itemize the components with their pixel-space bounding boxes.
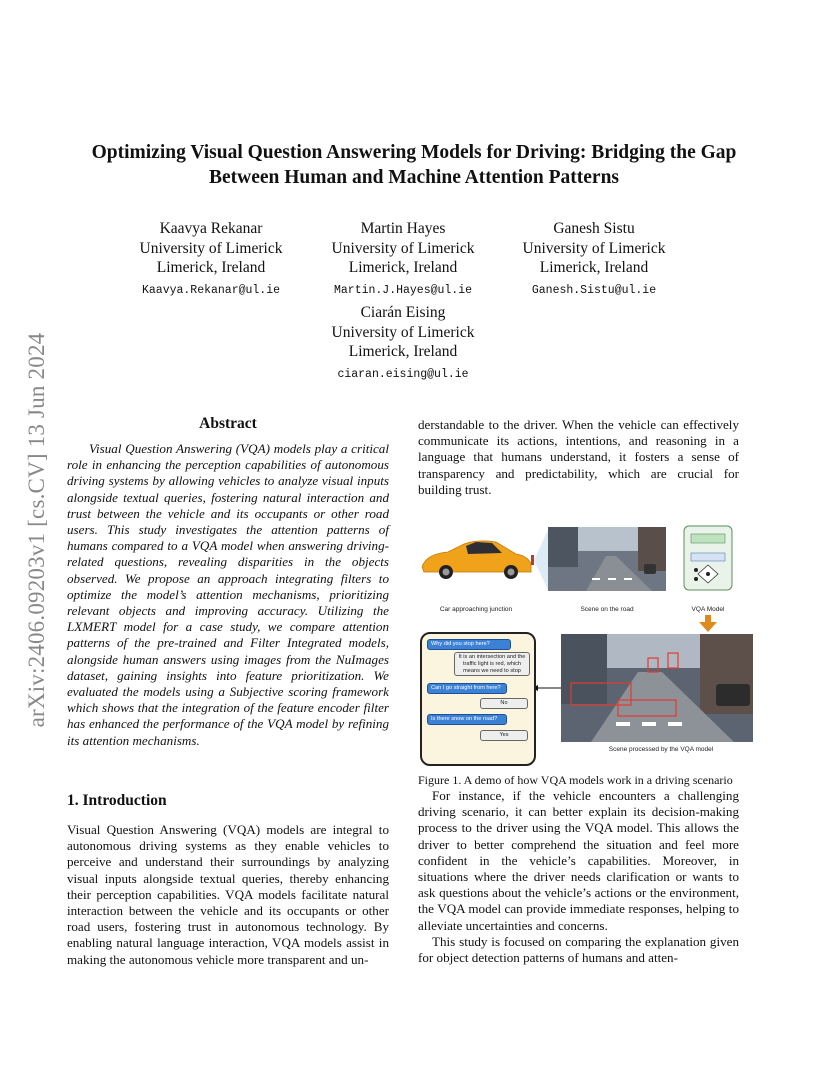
author-name: Ganesh Sistu bbox=[553, 220, 635, 237]
chat-answer: No bbox=[480, 698, 528, 709]
figure-caption: Figure 1. A demo of how VQA models work in a driving scenario bbox=[418, 773, 733, 787]
car-illustration bbox=[422, 541, 534, 579]
abstract-text: Visual Question Answering (VQA) models play a critical role in enhancing the perception capabilities of autonomous driving systems by allowing vehicles to analyze visual inputs alongside textual queries, fostering natural interaction and trust between the vehicle and its occupants or other road users. This study investigates the attention patterns of humans compared to a VQA model when answering driving-related questions, revealing disparities in the objects observed. We propose an approach integrating filters to optimize the model’s attention mechanisms, prioritizing relevant objects and improving accuracy. Utilizing the LXMERT model for a case study, we compare attention patterns of the pre-trained and Filter Integrated models, alongside human answers using images from the NuImages dataset, gaining insights into feature prioritization. We evaluated the models using a Subjective scoring framework which shows that the integration of the feature encoder filter has enhanced the performance of the VQA model by refining its attention mechanisms. bbox=[67, 441, 389, 748]
author-location: Limerick, Ireland bbox=[348, 259, 458, 276]
author-location: Limerick, Ireland bbox=[539, 259, 649, 276]
chat-answer: Yes bbox=[480, 730, 528, 741]
author-block bbox=[303, 219, 503, 299]
label-car: Car approaching junction bbox=[439, 606, 513, 613]
chat-question: Can I go straight from here? bbox=[427, 683, 507, 694]
body-paragraph: This study is focused on comparing the explanation given for object detection patterns of humans and atten- bbox=[418, 934, 739, 966]
author-email: ciaran.eising@ul.ie bbox=[337, 367, 469, 381]
figure-1 bbox=[416, 522, 756, 767]
intro-paragraph-continued: derstandable to the driver. When the vehicle can effectively communicate its actions, intentions, and reasoning in a language that humans understand, it fosters a sense of transparency and predictability, which are crucial for building trust. bbox=[418, 417, 739, 497]
body-paragraph: For instance, if the vehicle encounters a challenging driving scenario, it can better explain its decision-making process to the driver using the VQA model. This allows the driver to better comprehend the situation and feel more confident in the vehicle’s capabilities. Moreover, in situations where the driver needs clarification or wants to ask questions about the vehicle’s actions or the environment, the VQA model can provide immediate responses, helping to alleviate uncertainties and concerns. bbox=[418, 788, 739, 933]
author-block bbox=[303, 303, 503, 383]
author-name: Martin Hayes bbox=[360, 220, 446, 237]
author-block bbox=[111, 219, 311, 299]
arxiv-id: arXiv:2406.09203v1 [cs.CV] 13 Jun 2024 bbox=[24, 332, 49, 728]
chat-panel bbox=[420, 632, 536, 766]
intro-paragraph: Visual Question Answering (VQA) models are integral to autonomous driving systems as they enable vehicles to perceive and understand their surroundings by analyzing visual inputs alongside textual queries, thereby enhancing their perception capabilities. VQA models facilitate natural interaction between the vehicle and its occupants or other road users, fostering trust in autonomous technology. By enabling natural language interaction, VQA models assist in making the autonomous vehicle more transparent and un- bbox=[67, 822, 389, 967]
abstract-heading: Abstract bbox=[199, 415, 257, 432]
chat-question: Why did you stop here? bbox=[427, 639, 511, 650]
author-location: Limerick, Ireland bbox=[156, 259, 266, 276]
chat-answer: It is an intersection and the traffic light is red, which means we need to stop bbox=[454, 652, 530, 676]
label-vqa-model: VQA Model bbox=[691, 606, 725, 613]
author-email: Ganesh.Sistu@ul.ie bbox=[531, 283, 657, 297]
author-name: Kaavya Rekanar bbox=[159, 220, 263, 237]
author-block bbox=[494, 219, 694, 299]
author-affiliation: University of Limerick bbox=[331, 239, 475, 257]
author-name: Ciarán Eising bbox=[360, 304, 446, 321]
left-arrow-icon bbox=[532, 685, 561, 691]
author-location: Limerick, Ireland bbox=[348, 343, 458, 360]
author-affiliation: University of Limerick bbox=[331, 323, 475, 341]
arxiv-stamp bbox=[22, 300, 52, 760]
processed-scene-image bbox=[561, 634, 753, 742]
author-email: Martin.J.Hayes@ul.ie bbox=[333, 283, 473, 297]
camera-view-cone bbox=[534, 530, 548, 590]
label-scene: Scene on the road bbox=[580, 606, 634, 613]
section-heading: 1. Introduction bbox=[67, 792, 167, 809]
author-affiliation: University of Limerick bbox=[139, 239, 283, 257]
road-scene-image bbox=[548, 527, 666, 591]
chat-question: Is there snow on the road? bbox=[427, 714, 507, 725]
down-arrow-icon bbox=[699, 615, 717, 632]
vqa-model-box bbox=[684, 526, 732, 590]
author-email: Kaavya.Rekanar@ul.ie bbox=[141, 283, 281, 297]
paper-title: Optimizing Visual Question Answering Models for Driving: Bridging the Gap Between Human and Machine Attention Patterns bbox=[91, 142, 737, 188]
label-processed: Scene processed by the VQA model bbox=[608, 746, 714, 753]
author-affiliation: University of Limerick bbox=[522, 239, 666, 257]
